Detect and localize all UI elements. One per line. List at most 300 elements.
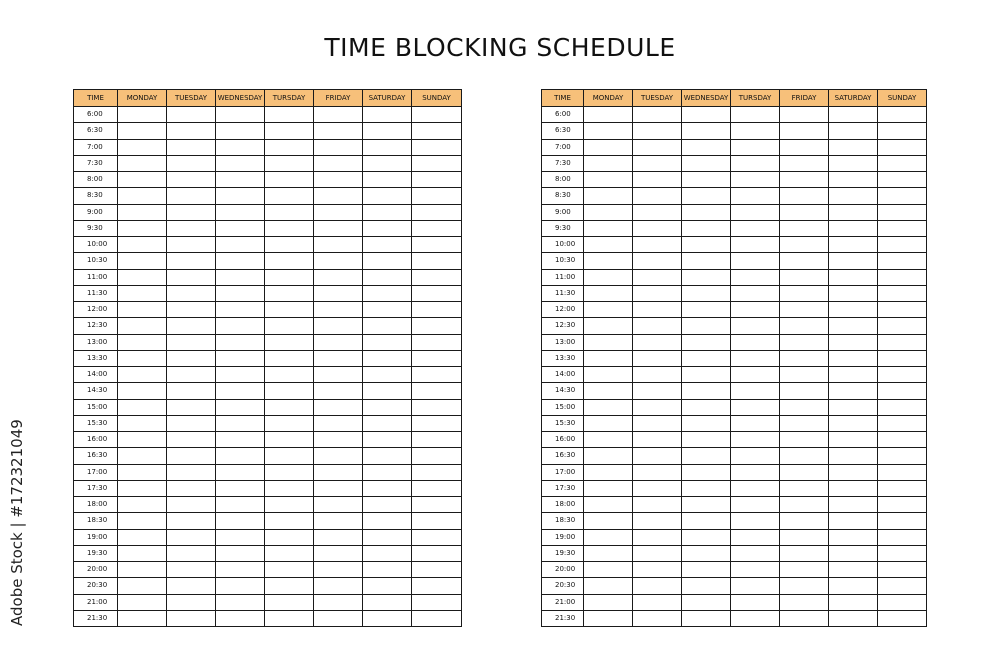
schedule-cell[interactable]	[118, 334, 167, 350]
schedule-cell[interactable]	[412, 253, 462, 269]
schedule-cell[interactable]	[216, 155, 265, 171]
schedule-cell[interactable]	[780, 334, 829, 350]
schedule-cell[interactable]	[363, 367, 412, 383]
schedule-cell[interactable]	[829, 285, 878, 301]
schedule-cell[interactable]	[265, 610, 314, 626]
schedule-cell[interactable]	[167, 432, 216, 448]
schedule-cell[interactable]	[682, 594, 731, 610]
schedule-cell[interactable]	[118, 269, 167, 285]
schedule-cell[interactable]	[216, 139, 265, 155]
schedule-cell[interactable]	[633, 432, 682, 448]
schedule-cell[interactable]	[731, 480, 780, 496]
schedule-cell[interactable]	[829, 399, 878, 415]
schedule-cell[interactable]	[731, 448, 780, 464]
schedule-cell[interactable]	[265, 285, 314, 301]
schedule-cell[interactable]	[878, 139, 927, 155]
schedule-cell[interactable]	[412, 172, 462, 188]
schedule-cell[interactable]	[633, 383, 682, 399]
schedule-cell[interactable]	[118, 383, 167, 399]
schedule-cell[interactable]	[265, 415, 314, 431]
schedule-cell[interactable]	[829, 350, 878, 366]
schedule-cell[interactable]	[363, 318, 412, 334]
schedule-cell[interactable]	[216, 578, 265, 594]
schedule-cell[interactable]	[584, 204, 633, 220]
schedule-cell[interactable]	[633, 318, 682, 334]
schedule-cell[interactable]	[829, 578, 878, 594]
schedule-cell[interactable]	[314, 350, 363, 366]
schedule-cell[interactable]	[363, 529, 412, 545]
schedule-cell[interactable]	[878, 367, 927, 383]
schedule-cell[interactable]	[314, 220, 363, 236]
schedule-cell[interactable]	[216, 334, 265, 350]
schedule-cell[interactable]	[216, 123, 265, 139]
schedule-cell[interactable]	[265, 480, 314, 496]
schedule-cell[interactable]	[780, 513, 829, 529]
schedule-cell[interactable]	[584, 480, 633, 496]
schedule-cell[interactable]	[167, 318, 216, 334]
schedule-cell[interactable]	[584, 188, 633, 204]
schedule-cell[interactable]	[780, 448, 829, 464]
schedule-cell[interactable]	[363, 237, 412, 253]
schedule-cell[interactable]	[829, 562, 878, 578]
schedule-cell[interactable]	[731, 464, 780, 480]
schedule-cell[interactable]	[731, 367, 780, 383]
schedule-cell[interactable]	[265, 545, 314, 561]
schedule-cell[interactable]	[584, 497, 633, 513]
schedule-cell[interactable]	[878, 334, 927, 350]
schedule-cell[interactable]	[878, 318, 927, 334]
schedule-cell[interactable]	[118, 545, 167, 561]
schedule-cell[interactable]	[265, 399, 314, 415]
schedule-cell[interactable]	[633, 237, 682, 253]
schedule-cell[interactable]	[314, 562, 363, 578]
schedule-cell[interactable]	[780, 204, 829, 220]
schedule-cell[interactable]	[780, 350, 829, 366]
schedule-cell[interactable]	[216, 172, 265, 188]
schedule-cell[interactable]	[314, 545, 363, 561]
schedule-cell[interactable]	[118, 578, 167, 594]
schedule-cell[interactable]	[363, 594, 412, 610]
schedule-cell[interactable]	[633, 578, 682, 594]
schedule-cell[interactable]	[314, 594, 363, 610]
schedule-cell[interactable]	[682, 220, 731, 236]
schedule-cell[interactable]	[265, 529, 314, 545]
schedule-cell[interactable]	[363, 464, 412, 480]
schedule-cell[interactable]	[682, 155, 731, 171]
schedule-cell[interactable]	[633, 415, 682, 431]
schedule-cell[interactable]	[584, 220, 633, 236]
schedule-cell[interactable]	[878, 399, 927, 415]
schedule-cell[interactable]	[633, 513, 682, 529]
schedule-cell[interactable]	[118, 139, 167, 155]
schedule-cell[interactable]	[363, 302, 412, 318]
schedule-cell[interactable]	[363, 513, 412, 529]
schedule-cell[interactable]	[412, 220, 462, 236]
schedule-cell[interactable]	[363, 415, 412, 431]
schedule-cell[interactable]	[633, 302, 682, 318]
schedule-cell[interactable]	[633, 367, 682, 383]
schedule-cell[interactable]	[314, 123, 363, 139]
schedule-cell[interactable]	[731, 399, 780, 415]
schedule-cell[interactable]	[633, 464, 682, 480]
schedule-cell[interactable]	[167, 562, 216, 578]
schedule-cell[interactable]	[633, 155, 682, 171]
schedule-cell[interactable]	[314, 107, 363, 123]
schedule-cell[interactable]	[314, 383, 363, 399]
schedule-cell[interactable]	[265, 107, 314, 123]
schedule-cell[interactable]	[118, 253, 167, 269]
schedule-cell[interactable]	[118, 237, 167, 253]
schedule-cell[interactable]	[731, 432, 780, 448]
schedule-cell[interactable]	[118, 204, 167, 220]
schedule-cell[interactable]	[412, 562, 462, 578]
schedule-cell[interactable]	[878, 545, 927, 561]
schedule-cell[interactable]	[167, 383, 216, 399]
schedule-cell[interactable]	[584, 448, 633, 464]
schedule-cell[interactable]	[363, 383, 412, 399]
schedule-cell[interactable]	[216, 448, 265, 464]
schedule-cell[interactable]	[829, 334, 878, 350]
schedule-cell[interactable]	[118, 107, 167, 123]
schedule-cell[interactable]	[167, 497, 216, 513]
schedule-cell[interactable]	[216, 432, 265, 448]
schedule-cell[interactable]	[412, 383, 462, 399]
schedule-cell[interactable]	[363, 610, 412, 626]
schedule-cell[interactable]	[584, 318, 633, 334]
schedule-cell[interactable]	[265, 302, 314, 318]
schedule-cell[interactable]	[878, 204, 927, 220]
schedule-cell[interactable]	[216, 253, 265, 269]
schedule-cell[interactable]	[780, 399, 829, 415]
schedule-cell[interactable]	[633, 204, 682, 220]
schedule-cell[interactable]	[167, 172, 216, 188]
schedule-cell[interactable]	[118, 155, 167, 171]
schedule-cell[interactable]	[265, 172, 314, 188]
schedule-cell[interactable]	[216, 464, 265, 480]
schedule-cell[interactable]	[878, 415, 927, 431]
schedule-cell[interactable]	[363, 139, 412, 155]
schedule-cell[interactable]	[314, 367, 363, 383]
schedule-cell[interactable]	[682, 562, 731, 578]
schedule-cell[interactable]	[118, 432, 167, 448]
schedule-cell[interactable]	[829, 172, 878, 188]
schedule-cell[interactable]	[682, 513, 731, 529]
schedule-cell[interactable]	[216, 318, 265, 334]
schedule-cell[interactable]	[118, 513, 167, 529]
schedule-cell[interactable]	[731, 285, 780, 301]
schedule-cell[interactable]	[731, 415, 780, 431]
schedule-cell[interactable]	[682, 529, 731, 545]
schedule-cell[interactable]	[314, 139, 363, 155]
schedule-cell[interactable]	[829, 220, 878, 236]
schedule-cell[interactable]	[216, 497, 265, 513]
schedule-cell[interactable]	[829, 480, 878, 496]
schedule-cell[interactable]	[363, 334, 412, 350]
schedule-cell[interactable]	[731, 107, 780, 123]
schedule-cell[interactable]	[167, 464, 216, 480]
schedule-cell[interactable]	[265, 253, 314, 269]
schedule-cell[interactable]	[633, 399, 682, 415]
schedule-cell[interactable]	[731, 334, 780, 350]
schedule-cell[interactable]	[584, 253, 633, 269]
schedule-cell[interactable]	[118, 497, 167, 513]
schedule-cell[interactable]	[780, 285, 829, 301]
schedule-cell[interactable]	[412, 513, 462, 529]
schedule-cell[interactable]	[584, 415, 633, 431]
schedule-cell[interactable]	[878, 432, 927, 448]
schedule-cell[interactable]	[314, 155, 363, 171]
schedule-cell[interactable]	[829, 139, 878, 155]
schedule-cell[interactable]	[878, 383, 927, 399]
schedule-cell[interactable]	[878, 610, 927, 626]
schedule-cell[interactable]	[118, 399, 167, 415]
schedule-cell[interactable]	[118, 123, 167, 139]
schedule-cell[interactable]	[167, 204, 216, 220]
schedule-cell[interactable]	[216, 513, 265, 529]
schedule-cell[interactable]	[682, 350, 731, 366]
schedule-cell[interactable]	[584, 383, 633, 399]
schedule-cell[interactable]	[633, 220, 682, 236]
schedule-cell[interactable]	[314, 253, 363, 269]
schedule-cell[interactable]	[412, 367, 462, 383]
schedule-cell[interactable]	[584, 545, 633, 561]
schedule-cell[interactable]	[584, 367, 633, 383]
schedule-cell[interactable]	[412, 204, 462, 220]
schedule-cell[interactable]	[878, 350, 927, 366]
schedule-cell[interactable]	[412, 415, 462, 431]
schedule-cell[interactable]	[682, 415, 731, 431]
schedule-cell[interactable]	[118, 188, 167, 204]
schedule-cell[interactable]	[633, 562, 682, 578]
schedule-cell[interactable]	[829, 302, 878, 318]
schedule-cell[interactable]	[167, 610, 216, 626]
schedule-cell[interactable]	[780, 172, 829, 188]
schedule-cell[interactable]	[731, 220, 780, 236]
schedule-cell[interactable]	[363, 497, 412, 513]
schedule-cell[interactable]	[216, 594, 265, 610]
schedule-cell[interactable]	[633, 497, 682, 513]
schedule-cell[interactable]	[216, 415, 265, 431]
schedule-cell[interactable]	[731, 204, 780, 220]
schedule-cell[interactable]	[633, 610, 682, 626]
schedule-cell[interactable]	[878, 562, 927, 578]
schedule-cell[interactable]	[412, 448, 462, 464]
schedule-cell[interactable]	[731, 237, 780, 253]
schedule-cell[interactable]	[167, 107, 216, 123]
schedule-cell[interactable]	[584, 139, 633, 155]
schedule-cell[interactable]	[216, 383, 265, 399]
schedule-cell[interactable]	[584, 513, 633, 529]
schedule-cell[interactable]	[363, 562, 412, 578]
schedule-cell[interactable]	[731, 350, 780, 366]
schedule-cell[interactable]	[829, 269, 878, 285]
schedule-cell[interactable]	[780, 220, 829, 236]
schedule-cell[interactable]	[412, 432, 462, 448]
schedule-cell[interactable]	[731, 188, 780, 204]
schedule-cell[interactable]	[216, 204, 265, 220]
schedule-cell[interactable]	[314, 334, 363, 350]
schedule-cell[interactable]	[731, 269, 780, 285]
schedule-cell[interactable]	[829, 594, 878, 610]
schedule-cell[interactable]	[682, 334, 731, 350]
schedule-cell[interactable]	[167, 480, 216, 496]
schedule-cell[interactable]	[731, 155, 780, 171]
schedule-cell[interactable]	[167, 415, 216, 431]
schedule-cell[interactable]	[682, 269, 731, 285]
schedule-cell[interactable]	[118, 367, 167, 383]
schedule-cell[interactable]	[167, 350, 216, 366]
schedule-cell[interactable]	[829, 188, 878, 204]
schedule-cell[interactable]	[167, 545, 216, 561]
schedule-cell[interactable]	[118, 172, 167, 188]
schedule-cell[interactable]	[780, 497, 829, 513]
schedule-cell[interactable]	[731, 318, 780, 334]
schedule-cell[interactable]	[731, 172, 780, 188]
schedule-cell[interactable]	[633, 334, 682, 350]
schedule-cell[interactable]	[216, 269, 265, 285]
schedule-cell[interactable]	[584, 107, 633, 123]
schedule-cell[interactable]	[780, 415, 829, 431]
schedule-cell[interactable]	[633, 529, 682, 545]
schedule-cell[interactable]	[412, 480, 462, 496]
schedule-cell[interactable]	[682, 578, 731, 594]
schedule-cell[interactable]	[584, 399, 633, 415]
schedule-cell[interactable]	[780, 545, 829, 561]
schedule-cell[interactable]	[829, 318, 878, 334]
schedule-cell[interactable]	[265, 594, 314, 610]
schedule-cell[interactable]	[314, 464, 363, 480]
schedule-cell[interactable]	[780, 594, 829, 610]
schedule-cell[interactable]	[265, 123, 314, 139]
schedule-cell[interactable]	[167, 529, 216, 545]
schedule-cell[interactable]	[363, 448, 412, 464]
schedule-cell[interactable]	[780, 318, 829, 334]
schedule-cell[interactable]	[412, 594, 462, 610]
schedule-cell[interactable]	[584, 350, 633, 366]
schedule-cell[interactable]	[682, 464, 731, 480]
schedule-cell[interactable]	[314, 302, 363, 318]
schedule-cell[interactable]	[878, 594, 927, 610]
schedule-cell[interactable]	[118, 448, 167, 464]
schedule-cell[interactable]	[829, 513, 878, 529]
schedule-cell[interactable]	[265, 220, 314, 236]
schedule-cell[interactable]	[682, 253, 731, 269]
schedule-cell[interactable]	[682, 302, 731, 318]
schedule-cell[interactable]	[265, 204, 314, 220]
schedule-cell[interactable]	[682, 610, 731, 626]
schedule-cell[interactable]	[363, 269, 412, 285]
schedule-cell[interactable]	[682, 432, 731, 448]
schedule-cell[interactable]	[314, 432, 363, 448]
schedule-cell[interactable]	[363, 480, 412, 496]
schedule-cell[interactable]	[314, 415, 363, 431]
schedule-cell[interactable]	[829, 529, 878, 545]
schedule-cell[interactable]	[633, 594, 682, 610]
schedule-cell[interactable]	[265, 383, 314, 399]
schedule-cell[interactable]	[265, 432, 314, 448]
schedule-cell[interactable]	[633, 123, 682, 139]
schedule-cell[interactable]	[829, 383, 878, 399]
schedule-cell[interactable]	[584, 432, 633, 448]
schedule-cell[interactable]	[584, 594, 633, 610]
schedule-cell[interactable]	[412, 269, 462, 285]
schedule-cell[interactable]	[633, 253, 682, 269]
schedule-cell[interactable]	[780, 237, 829, 253]
schedule-cell[interactable]	[878, 285, 927, 301]
schedule-cell[interactable]	[265, 139, 314, 155]
schedule-cell[interactable]	[682, 318, 731, 334]
schedule-cell[interactable]	[878, 497, 927, 513]
schedule-cell[interactable]	[584, 155, 633, 171]
schedule-cell[interactable]	[412, 578, 462, 594]
schedule-cell[interactable]	[118, 610, 167, 626]
schedule-cell[interactable]	[412, 497, 462, 513]
schedule-cell[interactable]	[731, 123, 780, 139]
schedule-cell[interactable]	[584, 464, 633, 480]
schedule-cell[interactable]	[780, 367, 829, 383]
schedule-cell[interactable]	[731, 513, 780, 529]
schedule-cell[interactable]	[167, 237, 216, 253]
schedule-cell[interactable]	[584, 237, 633, 253]
schedule-cell[interactable]	[731, 253, 780, 269]
schedule-cell[interactable]	[780, 253, 829, 269]
schedule-cell[interactable]	[584, 172, 633, 188]
schedule-cell[interactable]	[412, 464, 462, 480]
schedule-cell[interactable]	[118, 350, 167, 366]
schedule-cell[interactable]	[118, 480, 167, 496]
schedule-cell[interactable]	[363, 155, 412, 171]
schedule-cell[interactable]	[314, 448, 363, 464]
schedule-cell[interactable]	[216, 302, 265, 318]
schedule-cell[interactable]	[412, 139, 462, 155]
schedule-cell[interactable]	[363, 188, 412, 204]
schedule-cell[interactable]	[829, 448, 878, 464]
schedule-cell[interactable]	[412, 399, 462, 415]
schedule-cell[interactable]	[167, 578, 216, 594]
schedule-cell[interactable]	[780, 432, 829, 448]
schedule-cell[interactable]	[682, 497, 731, 513]
schedule-cell[interactable]	[682, 188, 731, 204]
schedule-cell[interactable]	[363, 285, 412, 301]
schedule-cell[interactable]	[216, 610, 265, 626]
schedule-cell[interactable]	[584, 562, 633, 578]
schedule-cell[interactable]	[731, 594, 780, 610]
schedule-cell[interactable]	[167, 367, 216, 383]
schedule-cell[interactable]	[780, 155, 829, 171]
schedule-cell[interactable]	[412, 107, 462, 123]
schedule-cell[interactable]	[780, 562, 829, 578]
schedule-cell[interactable]	[829, 367, 878, 383]
schedule-cell[interactable]	[731, 497, 780, 513]
schedule-cell[interactable]	[682, 285, 731, 301]
schedule-cell[interactable]	[216, 220, 265, 236]
schedule-cell[interactable]	[167, 448, 216, 464]
schedule-cell[interactable]	[363, 578, 412, 594]
schedule-cell[interactable]	[878, 448, 927, 464]
schedule-cell[interactable]	[829, 464, 878, 480]
schedule-cell[interactable]	[584, 529, 633, 545]
schedule-cell[interactable]	[118, 285, 167, 301]
schedule-cell[interactable]	[412, 318, 462, 334]
schedule-cell[interactable]	[363, 123, 412, 139]
schedule-cell[interactable]	[363, 350, 412, 366]
schedule-cell[interactable]	[265, 464, 314, 480]
schedule-cell[interactable]	[633, 107, 682, 123]
schedule-cell[interactable]	[412, 334, 462, 350]
schedule-cell[interactable]	[216, 562, 265, 578]
schedule-cell[interactable]	[314, 497, 363, 513]
schedule-cell[interactable]	[412, 302, 462, 318]
